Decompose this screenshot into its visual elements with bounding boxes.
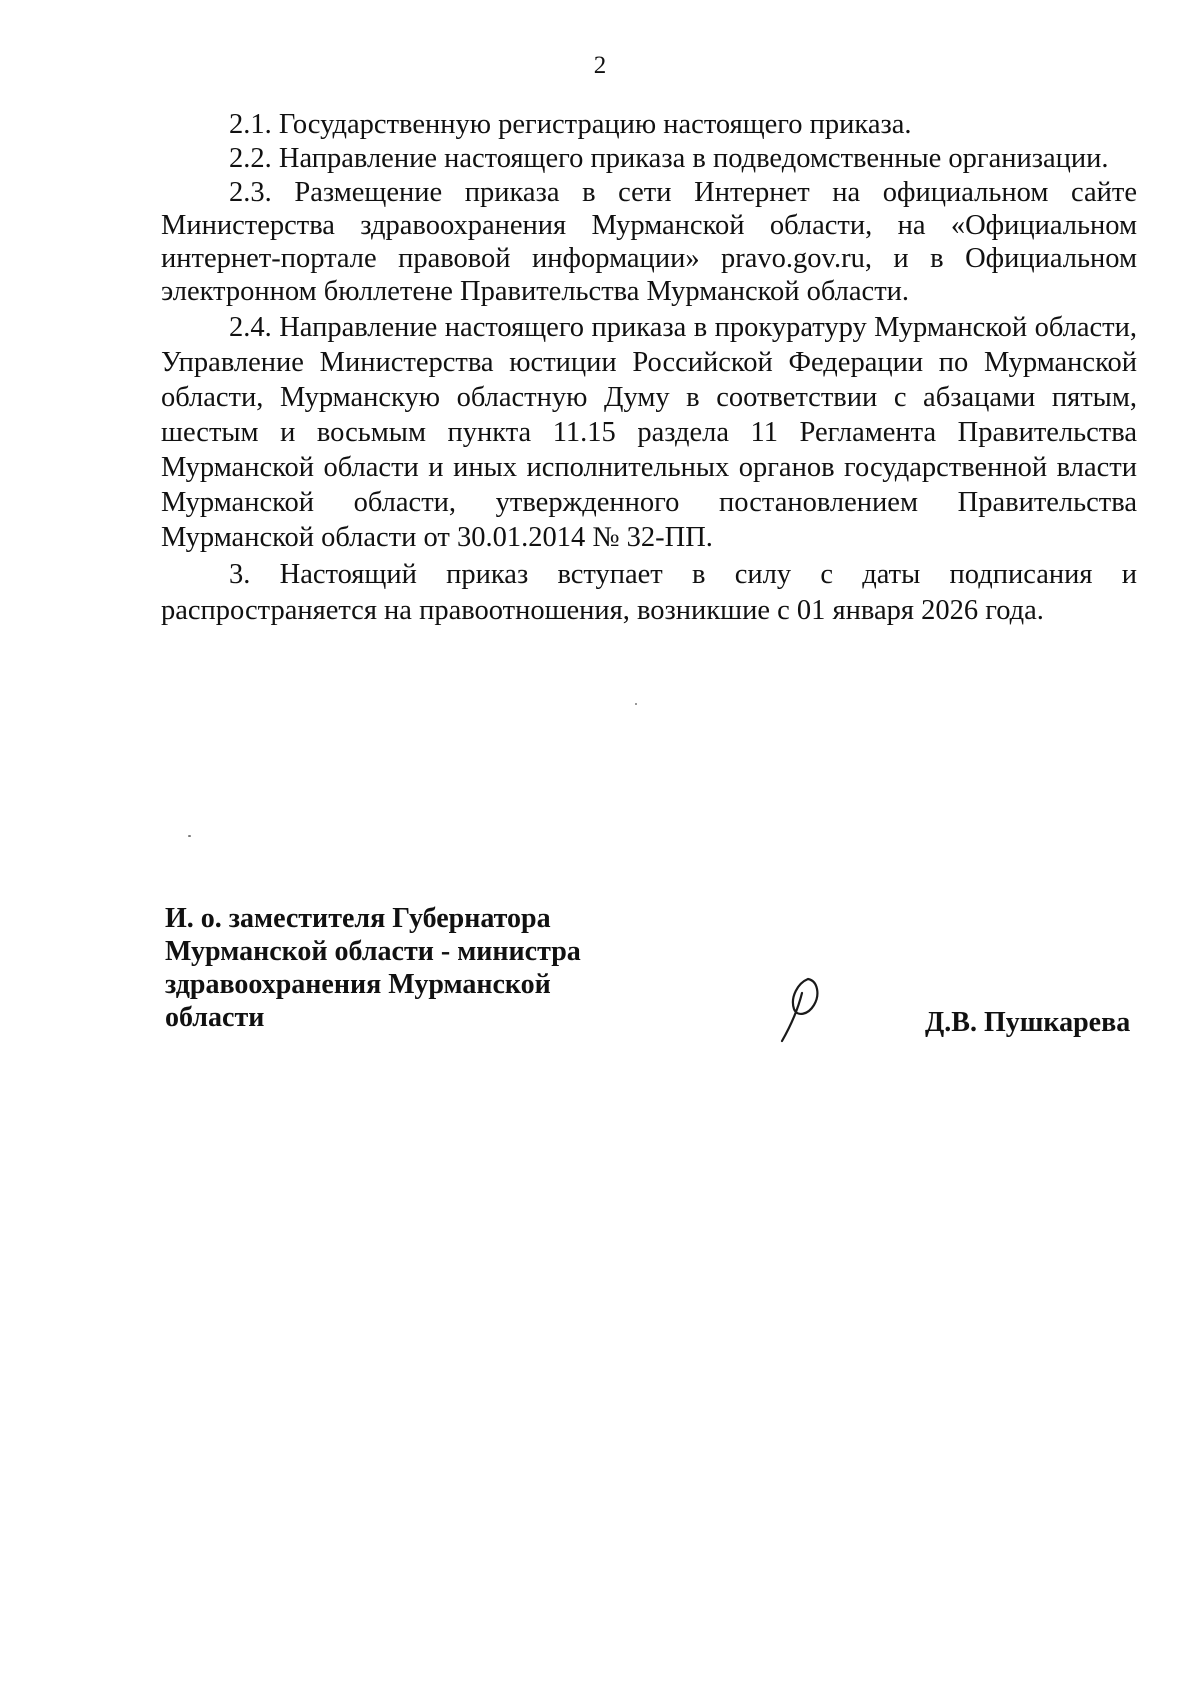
paragraph-3: 3. Настоящий приказ вступает в силу с даты подписания и распространяется на правоотношения, возникшие с 01 января 2026 года.: [161, 559, 1137, 626]
signatory-title: [165, 902, 581, 1034]
page-number: 2: [593, 52, 607, 79]
paragraph-2-3: 2.3. Размещение приказа в сети Интернет на официальном сайте Министерства здравоохранения Мурманской области, на «Официальном интернет-портале правовой информации» pravo.gov.ru, и в Официальном электронном бюллетене Правительства Мурманской области.: [161, 177, 1137, 307]
document-body: [161, 108, 1137, 629]
paragraph-2-2: 2.2. Направление настоящего приказа в подведомственные организации.: [229, 143, 1109, 174]
scan-speck: [188, 835, 191, 837]
signatory-title-line: Мурманской области - министра: [165, 936, 581, 967]
signer-name: Д.В. Пушкарева: [925, 1007, 1131, 1038]
paragraph-2-1: 2.1. Государственную регистрацию настоящего приказа.: [229, 109, 912, 140]
scan-speck: [635, 703, 637, 705]
paragraph-2-4: 2.4. Направление настоящего приказа в прокуратуру Мурманской области, Управление Министерства юстиции Российской Федерации по Мурманской области, Мурманскую областную Думу в соответствии с абзацами пятым, шестым и восьмым пункта 11.15 раздела 11 Регламента Правительства Мурманской области и иных исполнительных органов государственной власти Мурманской области, утвержденного постановлением Правительства Мурманской области от 30.01.2014 № 32-ПП.: [161, 312, 1137, 553]
signatory-title-line: области: [165, 1002, 265, 1033]
signatory-title-line: здравоохранения Мурманской: [165, 969, 551, 1000]
handwritten-signature: [778, 975, 838, 1045]
signatory-title-line: И. о. заместителя Губернатора: [165, 903, 551, 934]
